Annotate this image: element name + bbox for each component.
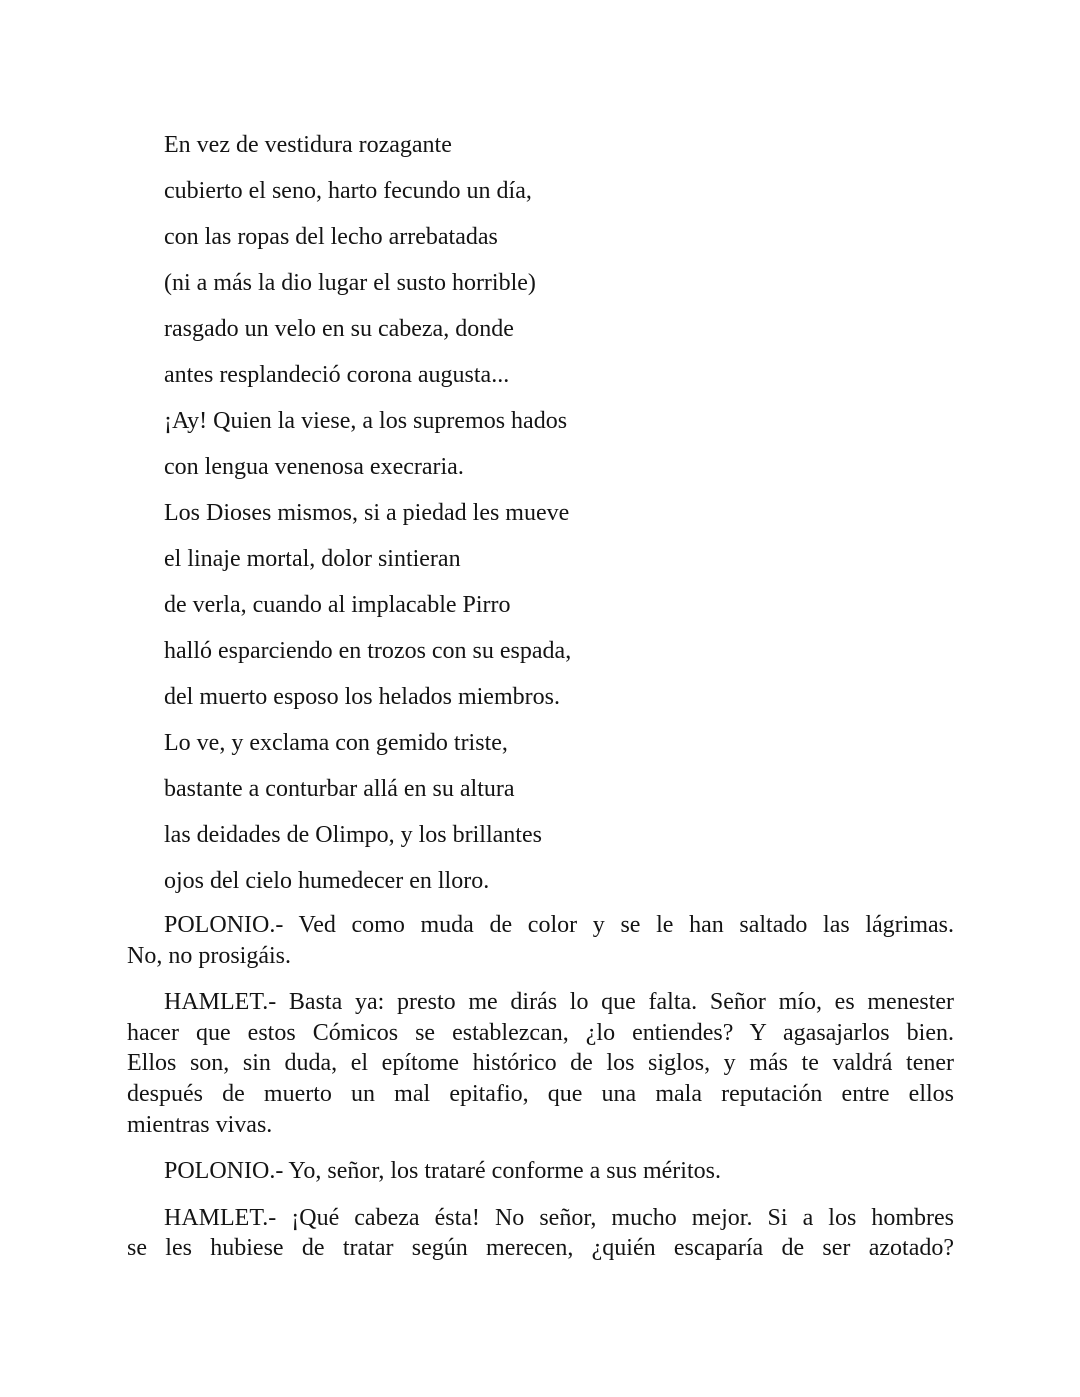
verse-line: con lengua venenosa execraria. bbox=[164, 454, 464, 480]
verse-line: Los Dioses mismos, si a piedad les mueve bbox=[164, 500, 570, 526]
verse-line: antes resplandeció corona augusta... bbox=[164, 362, 510, 388]
verse-block bbox=[127, 122, 954, 904]
dialogue-hamlet-2 bbox=[127, 1203, 954, 1264]
verse-line: de verla, cuando al implacable Pirro bbox=[164, 592, 511, 618]
verse-line: con las ropas del lecho arrebatadas bbox=[164, 224, 498, 250]
verse-line: bastante a conturbar allá en su altura bbox=[164, 776, 515, 802]
paragraph-line: después de muerto un mal epitafio, que una mala reputación entre ellos bbox=[127, 1080, 954, 1107]
verse-line: las deidades de Olimpo, y los brillantes bbox=[164, 822, 542, 848]
paragraph-line: POLONIO.- Yo, señor, los trataré conforme a sus méritos. bbox=[164, 1158, 721, 1185]
paragraph-line: Ellos son, sin duda, el epítome histórico de los siglos, y más te valdrá tener bbox=[127, 1050, 954, 1077]
dialogue-hamlet-1 bbox=[127, 987, 954, 1140]
verse-line: rasgado un velo en su cabeza, donde bbox=[164, 316, 514, 342]
paragraph-line: hacer que estos Cómicos se establezcan, ¿lo entiendes? Y agasajarlos bien. bbox=[127, 1019, 954, 1046]
verse-line: halló esparciendo en trozos con su espada, bbox=[164, 638, 572, 664]
verse-line: cubierto el seno, harto fecundo un día, bbox=[164, 178, 532, 204]
paragraph-line: HAMLET.- ¡Qué cabeza ésta! No señor, mucho mejor. Si a los hombres bbox=[164, 1204, 954, 1231]
verse-line: En vez de vestidura rozagante bbox=[164, 132, 452, 158]
verse-line: del muerto esposo los helados miembros. bbox=[164, 684, 560, 710]
verse-line: el linaje mortal, dolor sintieran bbox=[164, 546, 461, 572]
paragraph-line: se les hubiese de tratar según merecen, ¿quién escaparía de ser azotado? bbox=[127, 1235, 954, 1262]
paragraph-line: mientras vivas. bbox=[127, 1111, 273, 1138]
paragraph-line: HAMLET.- Basta ya: presto me dirás lo que falta. Señor mío, es menester bbox=[164, 989, 954, 1016]
verse-line: ¡Ay! Quien la viese, a los supremos hados bbox=[164, 408, 568, 434]
verse-line: (ni a más la dio lugar el susto horrible) bbox=[164, 270, 536, 296]
dialogue-polonio-1 bbox=[127, 910, 954, 971]
paragraph-line: No, no prosigáis. bbox=[127, 942, 291, 969]
verse-line: Lo ve, y exclama con gemido triste, bbox=[164, 730, 508, 756]
verse-line: ojos del cielo humedecer en lloro. bbox=[164, 868, 490, 894]
paragraph-line: POLONIO.- Ved como muda de color y se le han saltado las lágrimas. bbox=[164, 912, 954, 938]
text-block bbox=[127, 122, 954, 1264]
dialogue-polonio-2 bbox=[127, 1156, 954, 1187]
